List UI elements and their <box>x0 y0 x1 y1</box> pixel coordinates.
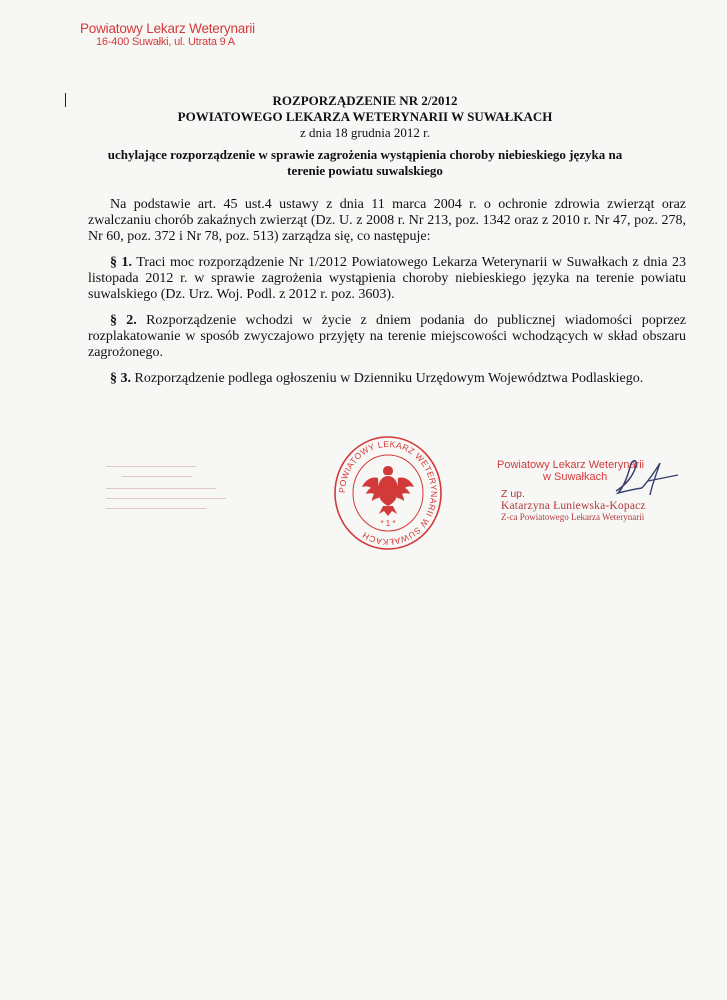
official-round-stamp <box>333 430 443 550</box>
document-body <box>88 197 686 397</box>
section-2-mark: § 2. <box>110 313 137 328</box>
sig-org-line1: Powiatowy Lekarz Weterynarii <box>497 459 645 471</box>
letterhead <box>80 21 255 48</box>
section-1-mark: § 1. <box>110 255 133 270</box>
sig-zup: Z up. <box>501 488 525 500</box>
document-title-line1: ROZPORZĄDZENIE NR 2/2012 <box>272 93 458 108</box>
section-3-text: Rozporządzenie podlega ogłoszeniu w Dzienniku Urzędowym Województwa Podlaskiego. <box>131 371 644 386</box>
stamp-number: * 1 * <box>380 519 396 528</box>
margin-mark <box>65 93 66 107</box>
section-2 <box>88 313 686 361</box>
eagle-emblem-icon <box>362 466 414 516</box>
section-2-text: Rozporządzenie wchodzi w życie z dniem podania do publicznej wiadomości poprzez rozplakatowanie w sposób zwyczajowo przyjęty na terenie miejscowości wchodzących w skład obszaru zagrożonego. <box>88 313 686 360</box>
sig-role: Z-ca Powiatowego Lekarza Weterynarii <box>501 512 645 522</box>
sig-org-line2: w Suwałkach <box>543 471 608 483</box>
sig-name: Katarzyna Łuniewska-Kopacz <box>501 500 646 512</box>
stamp-ring-text: POWIATOWY LEKARZ WETERYNARII W SUWAŁKACH <box>336 438 440 548</box>
letterhead-address: 16-400 Suwałki, ul. Utrata 9 A <box>96 36 235 49</box>
faint-stamp-impression <box>96 462 246 514</box>
section-1 <box>88 255 686 303</box>
section-3-mark: § 3. <box>110 371 131 386</box>
section-3 <box>88 371 686 387</box>
document-header <box>70 93 660 179</box>
letterhead-name: Powiatowy Lekarz Weterynarii <box>80 21 255 36</box>
section-1-text: Traci moc rozporządzenie Nr 1/2012 Powiatowego Lekarza Weterynarii w Suwałkach z dnia 23 listopada 2012 r. w sprawie zagrożenia wystąpienia choroby niebieskiego języka na terenie powiatu suwalskiego (Dz. Urz. Woj. Podl. z 2012 r. poz. 3603). <box>88 255 686 302</box>
handwritten-signature <box>612 455 682 500</box>
document-title-line2: POWIATOWEGO LEKARZA WETERYNARII W SUWAŁKACH <box>177 109 553 124</box>
document-date: z dnia 18 grudnia 2012 r. <box>300 125 430 140</box>
document-subtitle: uchylające rozporządzenie w sprawie zagrożenia wystąpienia choroby niebieskiego języka na terenie powiatu suwalskiego <box>107 147 623 178</box>
intro-paragraph: Na podstawie art. 45 ust.4 ustawy z dnia 11 marca 2004 r. o ochronie zdrowia zwierząt oraz zwalczaniu chorób zakaźnych zwierząt (Dz. U. z 2008 r. Nr 213, poz. 1342 oraz z 2010 r. Nr 47, poz. 278, Nr 60, poz. 372 i Nr 78, poz. 513) zarządza się, co następuje: <box>88 197 686 244</box>
